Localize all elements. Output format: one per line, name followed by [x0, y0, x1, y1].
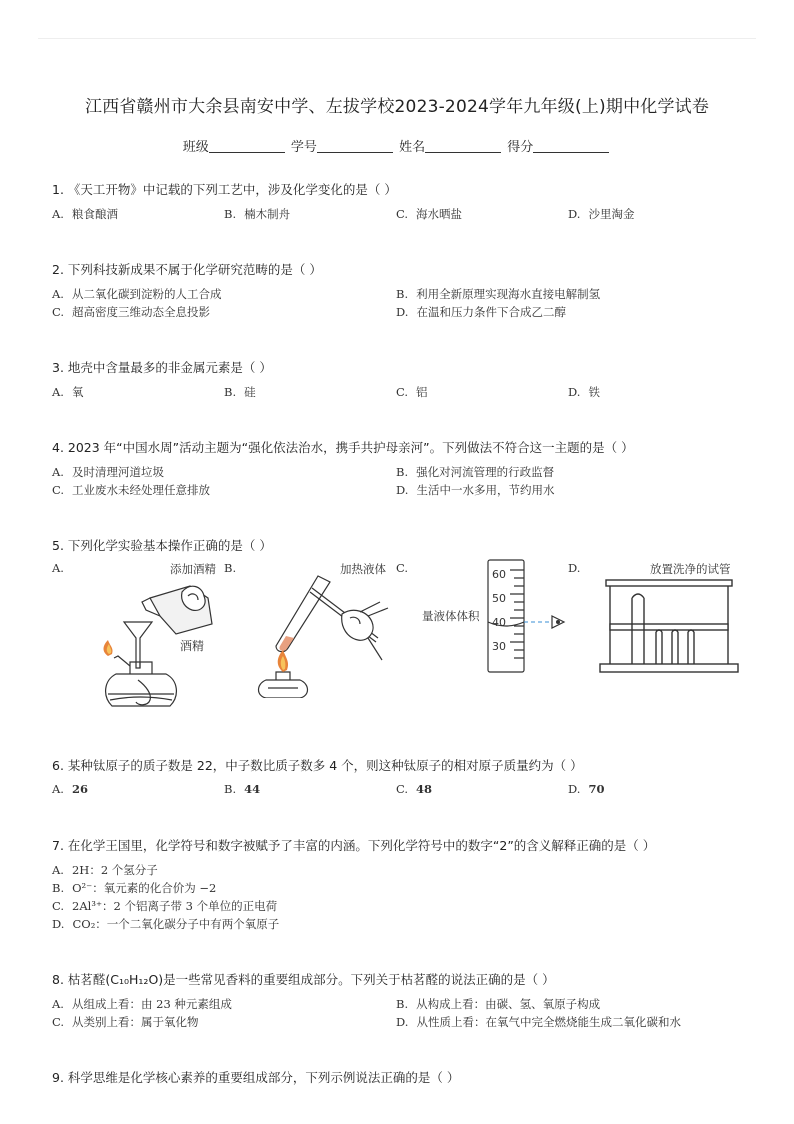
top-divider — [38, 38, 756, 39]
option-text: 工业废水未经处理任意排放 — [72, 483, 211, 497]
alcohol-lamp-filling-figure[interactable] — [90, 576, 226, 716]
question-3-stem: 3. 地壳中含量最多的非金属元素是（ ） — [52, 360, 272, 375]
question-5-stem: 5. 下列化学实验基本操作正确的是（ ） — [52, 538, 272, 553]
question-2-stem: 2. 下列科技新成果不属于化学研究范畴的是（ ） — [52, 262, 322, 277]
q1-option-a[interactable] — [52, 206, 118, 222]
alcohol-label: 酒精 — [180, 639, 205, 653]
option-text: 从组成上看：由 23 种元素组成 — [71, 997, 232, 1011]
option-letter: D. — [52, 917, 65, 931]
option-letter: B. — [396, 997, 409, 1011]
option-letter: D. — [396, 1015, 409, 1029]
option-text: 铝 — [416, 385, 428, 399]
option-text: 硅 — [244, 385, 256, 399]
q4-option-d[interactable] — [396, 482, 554, 498]
score-blank[interactable] — [533, 138, 609, 153]
q6-option-b[interactable] — [224, 782, 260, 796]
q6-option-c[interactable] — [396, 782, 432, 796]
q3-option-b[interactable] — [224, 384, 256, 400]
option-text: 海水晒盐 — [416, 207, 463, 221]
option-letter: C. — [396, 782, 409, 796]
q3-option-a[interactable] — [52, 384, 83, 400]
q2-option-d[interactable] — [396, 304, 566, 320]
option-letter: B. — [52, 881, 65, 895]
option-letter: A. — [52, 465, 64, 479]
test-tube-rack-figure[interactable] — [596, 576, 742, 676]
option-text: CO₂：一个二氧化碳分子中有两个氧原子 — [72, 917, 280, 931]
graduated-cylinder-figure[interactable] — [480, 556, 570, 676]
q5-option-c-caption: 量液体体积 — [422, 609, 480, 623]
q4-option-b[interactable] — [396, 464, 554, 480]
option-letter: A. — [52, 287, 64, 301]
cylinder-tick-40: 40 — [492, 616, 506, 629]
q2-option-b[interactable] — [396, 286, 600, 302]
q8-option-d[interactable] — [396, 1014, 681, 1030]
option-text: 从性质上看：在氧气中完全燃烧能生成二氧化碳和水 — [416, 1015, 681, 1029]
option-text: 从二氧化碳到淀粉的人工合成 — [71, 287, 222, 301]
q7-option-c[interactable] — [52, 898, 277, 914]
option-letter: A. — [52, 782, 64, 796]
option-letter: B. — [224, 207, 237, 221]
option-letter: B. — [396, 287, 409, 301]
q4-option-a[interactable] — [52, 464, 164, 480]
option-text: 44 — [244, 782, 261, 796]
q5-option-a-caption: 添加酒精 — [170, 562, 216, 576]
option-text: 从类别上看：属于氧化物 — [72, 1015, 199, 1029]
option-letter: C. — [52, 305, 65, 319]
option-letter: A. — [52, 385, 64, 399]
option-letter: D. — [568, 207, 581, 221]
q7-option-a[interactable] — [52, 862, 158, 878]
student-info-row — [0, 136, 794, 155]
option-text: 超高密度三维动态全息投影 — [72, 305, 211, 319]
option-text: 强化对河流管理的行政监督 — [416, 465, 555, 479]
option-letter: D. — [396, 305, 409, 319]
option-text: 70 — [588, 782, 605, 796]
class-label: 班级 — [182, 140, 209, 155]
q3-option-c[interactable] — [396, 384, 428, 400]
option-letter: A. — [52, 207, 64, 221]
option-text: 沙里淘金 — [588, 207, 635, 221]
option-text: 在温和压力条件下合成乙二醇 — [416, 305, 566, 319]
name-blank[interactable] — [425, 138, 501, 153]
option-letter: C. — [52, 483, 65, 497]
number-label: 学号 — [290, 140, 317, 155]
option-letter: C. — [396, 385, 409, 399]
option-text: 利用全新原理实现海水直接电解制氢 — [416, 287, 601, 301]
q5-option-d-letter[interactable]: D. — [568, 561, 581, 575]
q6-option-d[interactable] — [568, 782, 604, 796]
option-text: 48 — [416, 782, 433, 796]
q5-option-d-caption: 放置洗净的试管 — [650, 562, 731, 576]
q1-option-b[interactable] — [224, 206, 290, 222]
option-letter: A. — [52, 863, 64, 877]
name-label: 姓名 — [399, 140, 426, 155]
q1-option-c[interactable] — [396, 206, 462, 222]
cylinder-tick-50: 50 — [492, 592, 506, 605]
option-letter: D. — [568, 782, 581, 796]
option-text: 粮食酿酒 — [71, 207, 118, 221]
question-6-stem: 6. 某种钛原子的质子数是 22，中子数比质子数多 4 个，则这种钛原子的相对原子质量约为（ ） — [52, 758, 583, 773]
question-4-stem: 4. 2023 年“中国水周”活动主题为“强化依法治水，携手共护母亲河”。下列做法不符合这一主题的是（ ） — [52, 440, 634, 455]
q8-option-c[interactable] — [52, 1014, 199, 1030]
cylinder-tick-30: 30 — [492, 640, 506, 653]
question-9-stem: 9. 科学思维是化学核心素养的重要组成部分，下列示例说法正确的是（ ） — [52, 1070, 460, 1085]
q5-option-b-caption: 加热液体 — [340, 562, 386, 576]
q3-option-d[interactable] — [568, 384, 600, 400]
option-text: 2H：2 个氢分子 — [71, 863, 158, 877]
question-1-stem: 1. 《天工开物》中记载的下列工艺中，涉及化学变化的是（ ） — [52, 182, 397, 197]
q2-option-a[interactable] — [52, 286, 221, 302]
option-text: 2Al³⁺：2 个铝离子带 3 个单位的正电荷 — [72, 899, 278, 913]
q7-option-b[interactable] — [52, 880, 216, 896]
q2-option-c[interactable] — [52, 304, 210, 320]
option-text: 楠木制舟 — [244, 207, 291, 221]
q5-option-c-letter[interactable]: C. — [396, 561, 409, 575]
heating-liquid-figure[interactable] — [250, 572, 395, 698]
option-text: 26 — [71, 782, 88, 796]
option-letter: C. — [52, 899, 65, 913]
option-letter: B. — [396, 465, 409, 479]
q6-option-a[interactable] — [52, 782, 88, 796]
option-letter: C. — [396, 207, 409, 221]
page-title: 江西省赣州市大余县南安中学、左拔学校2023-2024学年九年级(上)期中化学试卷 — [84, 97, 710, 117]
cylinder-tick-60: 60 — [492, 568, 506, 581]
q7-option-d[interactable] — [52, 916, 279, 932]
option-text: 生活中一水多用，节约用水 — [416, 483, 555, 497]
q8-option-b[interactable] — [396, 996, 600, 1012]
option-letter: C. — [52, 1015, 65, 1029]
option-letter: B. — [224, 385, 237, 399]
class-blank[interactable] — [209, 138, 285, 153]
option-text: 氧 — [71, 385, 84, 399]
option-text: 及时清理河道垃圾 — [71, 465, 164, 479]
option-text: O²⁻：氧元素的化合价为 −2 — [72, 881, 217, 895]
q8-option-a[interactable] — [52, 996, 232, 1012]
option-letter: D. — [568, 385, 581, 399]
option-text: 铁 — [588, 385, 600, 399]
question-7-stem: 7. 在化学王国里，化学符号和数字被赋予了丰富的内涵。下列化学符号中的数字“2”的含义解释正确的是（ ） — [52, 838, 656, 853]
number-blank[interactable] — [317, 138, 393, 153]
q5-option-b-letter[interactable]: B. — [224, 561, 237, 575]
option-letter: A. — [52, 997, 64, 1011]
option-text: 从构成上看：由碳、氢、氧原子构成 — [416, 997, 601, 1011]
score-label: 得分 — [507, 140, 534, 155]
option-letter: B. — [224, 782, 237, 796]
question-8-stem: 8. 枯茗醛(C₁₀H₁₂O)是一些常见香料的重要组成部分。下列关于枯茗醛的说法正确的是（ ） — [52, 972, 555, 987]
option-letter: D. — [396, 483, 409, 497]
q4-option-c[interactable] — [52, 482, 210, 498]
q1-option-d[interactable] — [568, 206, 634, 222]
q5-option-a-letter[interactable]: A. — [52, 561, 64, 575]
